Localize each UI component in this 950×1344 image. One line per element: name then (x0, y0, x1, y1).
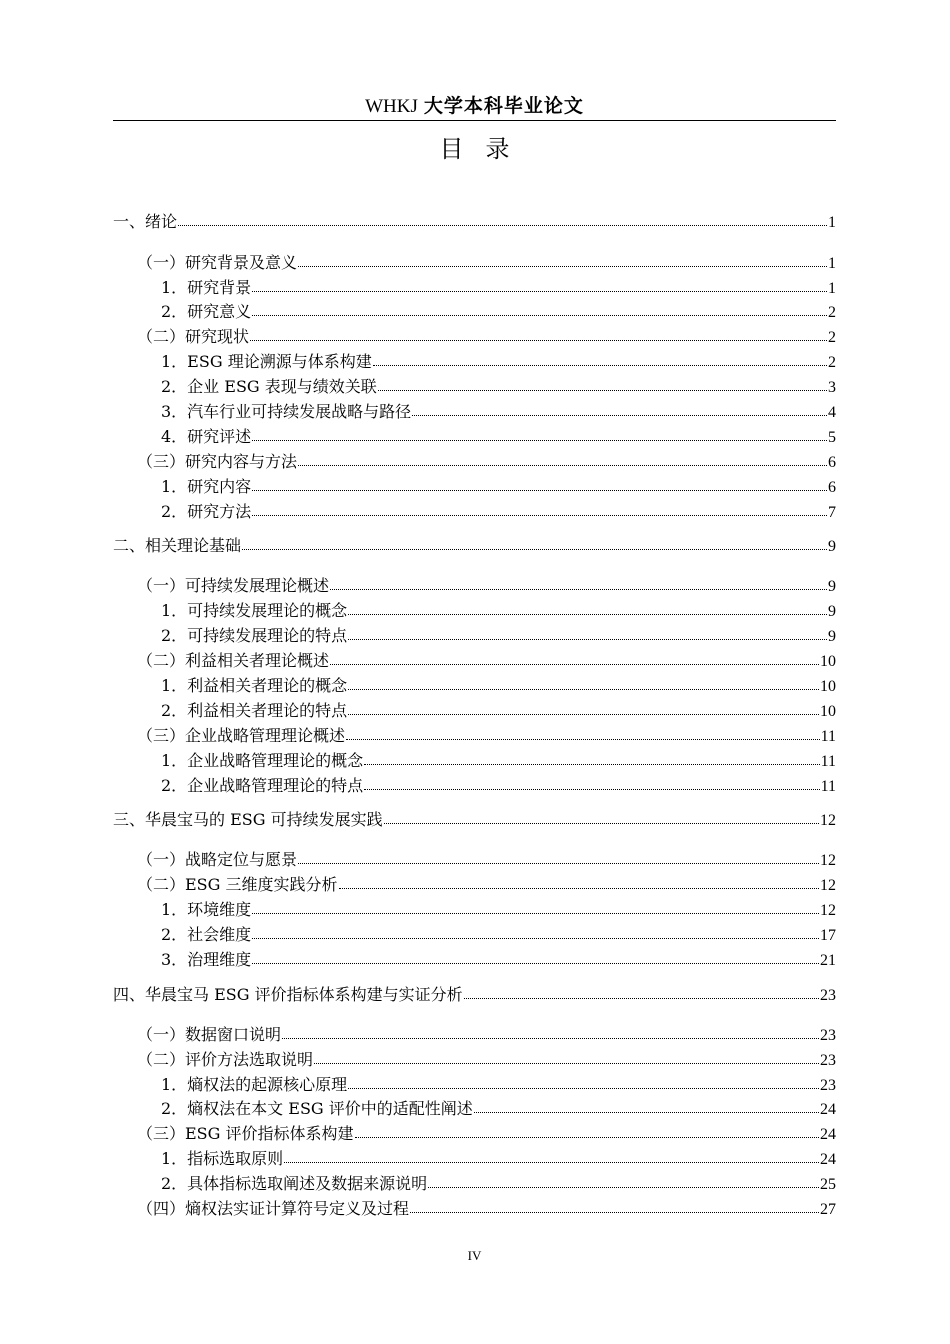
toc-entry-label: （二）评价方法选取说明 (137, 1050, 314, 1069)
toc-leader-dots (348, 1075, 819, 1089)
toc-entry[interactable] (113, 925, 836, 945)
toc-leader-dots (428, 1174, 819, 1188)
toc-entry-page: 17 (820, 927, 836, 944)
toc-entry[interactable] (113, 402, 836, 422)
toc-leader-dots (298, 850, 819, 864)
toc-entry-page: 10 (820, 703, 836, 720)
toc-leader-dots (250, 327, 827, 341)
toc-entry-page: 6 (828, 479, 836, 496)
toc-entry-label: 2．熵权法在本文 ESG 评价中的适配性阐述 (161, 1099, 473, 1118)
toc-leader-dots (410, 1199, 819, 1213)
toc-entry-label: （二）研究现状 (137, 327, 250, 346)
toc-entry-page: 27 (820, 1201, 836, 1218)
toc-leader-dots (364, 751, 819, 765)
toc-entry-page: 4 (828, 404, 836, 421)
toc-entry[interactable] (113, 900, 836, 920)
toc-leader-dots (348, 626, 827, 640)
toc-entry-label: 四、华晨宝马 ESG 评价指标体系构建与实证分析 (113, 985, 463, 1004)
toc-entry[interactable] (113, 502, 836, 522)
toc-entry[interactable] (113, 1199, 836, 1219)
toc-entry-label: 1．ESG 理论溯源与体系构建 (161, 352, 372, 371)
toc-leader-dots (464, 985, 819, 999)
toc-entry[interactable] (113, 1050, 836, 1070)
toc-entry-label: 2．企业战略管理理论的特点 (161, 776, 364, 795)
toc-leader-dots (348, 601, 827, 615)
toc-entry-page: 11 (820, 753, 836, 770)
toc-entry-page: 7 (828, 504, 836, 521)
toc-entry-label: 4．研究评述 (161, 427, 252, 446)
toc-leader-dots (348, 701, 819, 715)
toc-leader-dots (284, 1149, 819, 1163)
toc-leader-dots (373, 352, 827, 366)
toc-leader-dots (242, 536, 827, 550)
header-thesis-type: 大学本科毕业论文 (423, 95, 584, 117)
toc-entry-page: 1 (828, 255, 836, 272)
toc-entry-label: （二）ESG 三维度实践分析 (137, 875, 338, 894)
toc-entry-page: 9 (828, 538, 836, 555)
toc-entry[interactable] (113, 776, 836, 796)
toc-entry-label: 1．研究背景 (161, 278, 252, 297)
toc-leader-dots (474, 1099, 819, 1113)
toc-entry[interactable] (113, 985, 836, 1005)
toc-entry-page: 11 (820, 728, 836, 745)
toc-entry[interactable] (113, 1124, 836, 1144)
toc-entry-page: 12 (820, 877, 836, 894)
toc-entry-label: （四）熵权法实证计算符号定义及过程 (137, 1199, 410, 1218)
toc-entry-page: 25 (820, 1176, 836, 1193)
toc-leader-dots (298, 253, 827, 267)
toc-entry[interactable] (113, 477, 836, 497)
toc-entry[interactable] (113, 427, 836, 447)
toc-entry-page: 21 (820, 952, 836, 969)
toc-leader-dots (252, 302, 827, 316)
toc-entry-label: 1．可持续发展理论的概念 (161, 601, 348, 620)
page-number: IV (467, 1248, 482, 1263)
toc-leader-dots (384, 810, 819, 824)
toc-entry-label: （一）研究背景及意义 (137, 253, 298, 272)
running-header (113, 94, 836, 119)
toc-entry-page: 2 (828, 304, 836, 321)
toc-entry-page: 23 (820, 1052, 836, 1069)
toc-entry[interactable] (113, 701, 836, 721)
toc-entry-label: 1．研究内容 (161, 477, 252, 496)
toc-leader-dots (252, 925, 819, 939)
toc-entry[interactable] (113, 377, 836, 397)
toc-entry[interactable] (113, 626, 836, 646)
toc-entry-page: 2 (828, 354, 836, 371)
toc-entry-label: （一）战略定位与愿景 (137, 850, 298, 869)
toc-entry-label: （三）企业战略管理理论概述 (137, 726, 346, 745)
toc-entry-label: 2．可持续发展理论的特点 (161, 626, 348, 645)
toc-leader-dots (252, 427, 827, 441)
toc-leader-dots (378, 377, 827, 391)
header-rule (113, 120, 836, 121)
toc-entry[interactable] (113, 850, 836, 870)
toc-entry[interactable] (113, 601, 836, 621)
toc-leader-dots (252, 502, 827, 516)
toc-entry[interactable] (113, 1025, 836, 1045)
toc-entry-label: 2．社会维度 (161, 925, 252, 944)
toc-leader-dots (252, 950, 819, 964)
toc-entry[interactable] (113, 452, 836, 472)
toc-entry-page: 6 (828, 454, 836, 471)
toc-entry-page: 12 (820, 852, 836, 869)
toc-entry[interactable] (113, 651, 836, 671)
toc-entry-page: 9 (828, 603, 836, 620)
toc-entry[interactable] (113, 950, 836, 970)
toc-entry[interactable] (113, 1174, 836, 1194)
toc-entry[interactable] (113, 810, 836, 830)
toc-entry-label: 3．治理维度 (161, 950, 252, 969)
toc-entry-page: 1 (828, 214, 836, 231)
toc-entry-page: 23 (820, 1077, 836, 1094)
toc-entry-page: 2 (828, 329, 836, 346)
toc-entry-page: 12 (820, 812, 836, 829)
toc-leader-dots (346, 726, 820, 740)
toc-entry[interactable] (113, 352, 836, 372)
toc-entry-page: 24 (820, 1151, 836, 1168)
toc-entry[interactable] (113, 576, 836, 596)
toc-entry-page: 11 (820, 778, 836, 795)
toc-leader-dots (330, 651, 819, 665)
toc-entry-label: （三）ESG 评价指标体系构建 (137, 1124, 354, 1143)
toc-leader-dots (252, 278, 827, 292)
toc-leader-dots (282, 1025, 819, 1039)
toc-entry-label: （一）数据窗口说明 (137, 1025, 282, 1044)
toc-entry[interactable] (113, 278, 836, 298)
toc-leader-dots (412, 402, 827, 416)
toc-entry-page: 5 (828, 429, 836, 446)
toc-entry-page: 10 (820, 653, 836, 670)
toc-entry-page: 23 (820, 1027, 836, 1044)
toc-leader-dots (348, 676, 819, 690)
toc-entry-label: （二）利益相关者理论概述 (137, 651, 330, 670)
toc-leader-dots (298, 452, 827, 466)
toc-entry[interactable] (113, 302, 836, 322)
toc-entry-label: 2．企业 ESG 表现与绩效关联 (161, 377, 377, 396)
toc-entry-label: 二、相关理论基础 (113, 536, 242, 555)
toc-entry-label: 2．利益相关者理论的特点 (161, 701, 348, 720)
toc-entry[interactable] (113, 253, 836, 273)
toc-entry[interactable] (113, 1149, 836, 1169)
toc-entry-label: 1．环境维度 (161, 900, 252, 919)
toc-entry[interactable] (113, 212, 836, 232)
toc-entry-label: 2．研究意义 (161, 302, 252, 321)
toc-entry[interactable] (113, 751, 836, 771)
toc-entry[interactable] (113, 1099, 836, 1119)
toc-entry-page: 24 (820, 1126, 836, 1143)
toc-entry-page: 12 (820, 902, 836, 919)
toc-entry-page: 9 (828, 578, 836, 595)
toc-entry-label: 1．指标选取原则 (161, 1149, 284, 1168)
toc-entry-page: 24 (820, 1101, 836, 1118)
toc-leader-dots (252, 477, 827, 491)
toc-entry-page: 9 (828, 628, 836, 645)
header-school-code: WHKJ (365, 96, 418, 117)
toc-leader-dots (252, 900, 819, 914)
toc-entry-label: 1．熵权法的起源核心原理 (161, 1075, 348, 1094)
toc-entry-page: 23 (820, 987, 836, 1004)
toc-entry-page: 10 (820, 678, 836, 695)
toc-entry-label: 三、华晨宝马的 ESG 可持续发展实践 (113, 810, 383, 829)
toc-entry-page: 3 (828, 379, 836, 396)
toc-entry-label: 2．研究方法 (161, 502, 252, 521)
toc-entry[interactable] (113, 875, 836, 895)
toc-entry-label: 2．具体指标选取阐述及数据来源说明 (161, 1174, 428, 1193)
toc-entry[interactable] (113, 676, 836, 696)
toc-entry-label: 一、绪论 (113, 212, 178, 231)
toc-leader-dots (355, 1124, 819, 1138)
toc-entry-label: 3．汽车行业可持续发展战略与路径 (161, 402, 412, 421)
toc-entry-label: （三）研究内容与方法 (137, 452, 298, 471)
toc-leader-dots (178, 212, 827, 226)
toc-leader-dots (330, 576, 827, 590)
toc-entry[interactable] (113, 1075, 836, 1095)
toc-leader-dots (314, 1050, 819, 1064)
toc-entry[interactable] (113, 327, 836, 347)
toc-leader-dots (364, 776, 819, 790)
toc-entry-label: 1．利益相关者理论的概念 (161, 676, 348, 695)
toc-entry-page: 1 (828, 280, 836, 297)
toc-entry-label: 1．企业战略管理理论的概念 (161, 751, 364, 770)
toc-leader-dots (339, 875, 819, 889)
toc-entry[interactable] (113, 726, 836, 746)
toc-title: 目录 (439, 135, 532, 163)
toc-entry[interactable] (113, 536, 836, 556)
toc-entry-label: （一）可持续发展理论概述 (137, 576, 330, 595)
